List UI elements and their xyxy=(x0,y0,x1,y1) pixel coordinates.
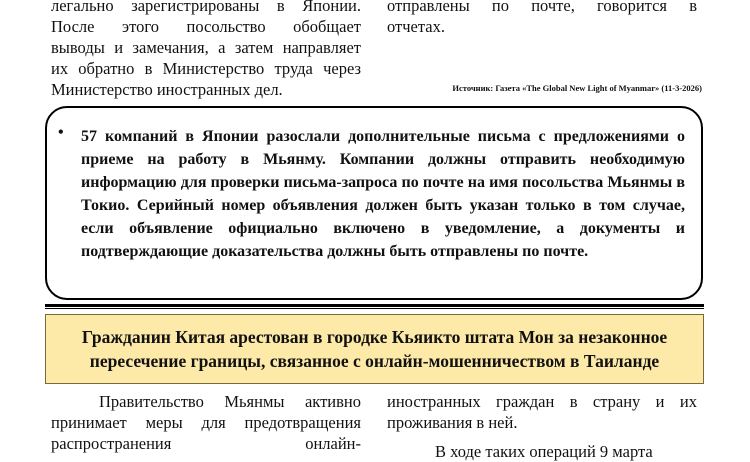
text-line: отчетах. xyxy=(387,17,445,36)
text-line: распространения онлайн- xyxy=(51,434,361,453)
headline-line: пересечение границы, связанное с онлайн-мошенничеством в Таиланде xyxy=(89,351,660,371)
text-line: Министерство иностранных дел. xyxy=(51,80,283,99)
text-line: выводы и замечания, а затем направляет xyxy=(51,38,361,57)
text-line: легально зарегистрированы в Японии. xyxy=(51,0,361,15)
paragraph: В ходе таких операций 9 марта xyxy=(435,442,653,461)
text-line: принимает меры для предотвращения xyxy=(51,413,361,432)
notice-text: 57 компаний в Японии разослали дополнительные письма с предложениями о приеме на работу в Мьянму. Компании должны отправить необходимую информацию для проверки письма-запроса по почте на имя посольства Мьянмы в Токио. Серийный номер объявления должен быть указан только в том случае, если объявление официально включено в уведомление, а документы и подтверждающие доказательства должны быть отправлены по почте. xyxy=(81,128,685,260)
section-divider xyxy=(45,304,704,307)
headline-line: Гражданин Китая арестован в городке Кьяикто штата Мон за незаконное xyxy=(81,327,668,347)
text-line: их обратно в Министерство труда через xyxy=(51,59,361,78)
headline-banner xyxy=(45,314,704,384)
paragraph: иностранных граждан в страну и их проживания в ней. xyxy=(387,392,697,432)
article-column-bottom-left xyxy=(51,391,361,454)
text-line: После этого посольство обобщает xyxy=(51,17,361,36)
notice-box xyxy=(45,106,703,300)
article-column-bottom-right xyxy=(387,391,697,462)
text-line: отправлены по почте, говорится в xyxy=(387,0,697,15)
section-divider-thin xyxy=(45,308,704,309)
article-column-top-right xyxy=(387,0,697,37)
bullet-icon: • xyxy=(58,124,64,141)
text-line: Правительство Мьянмы активно xyxy=(99,392,361,411)
article-headline xyxy=(82,325,667,373)
source-citation: Источник: Газета «The Global New Light of Myanmar» (11-3-2026) xyxy=(452,83,702,93)
article-column-top-left xyxy=(51,0,361,100)
